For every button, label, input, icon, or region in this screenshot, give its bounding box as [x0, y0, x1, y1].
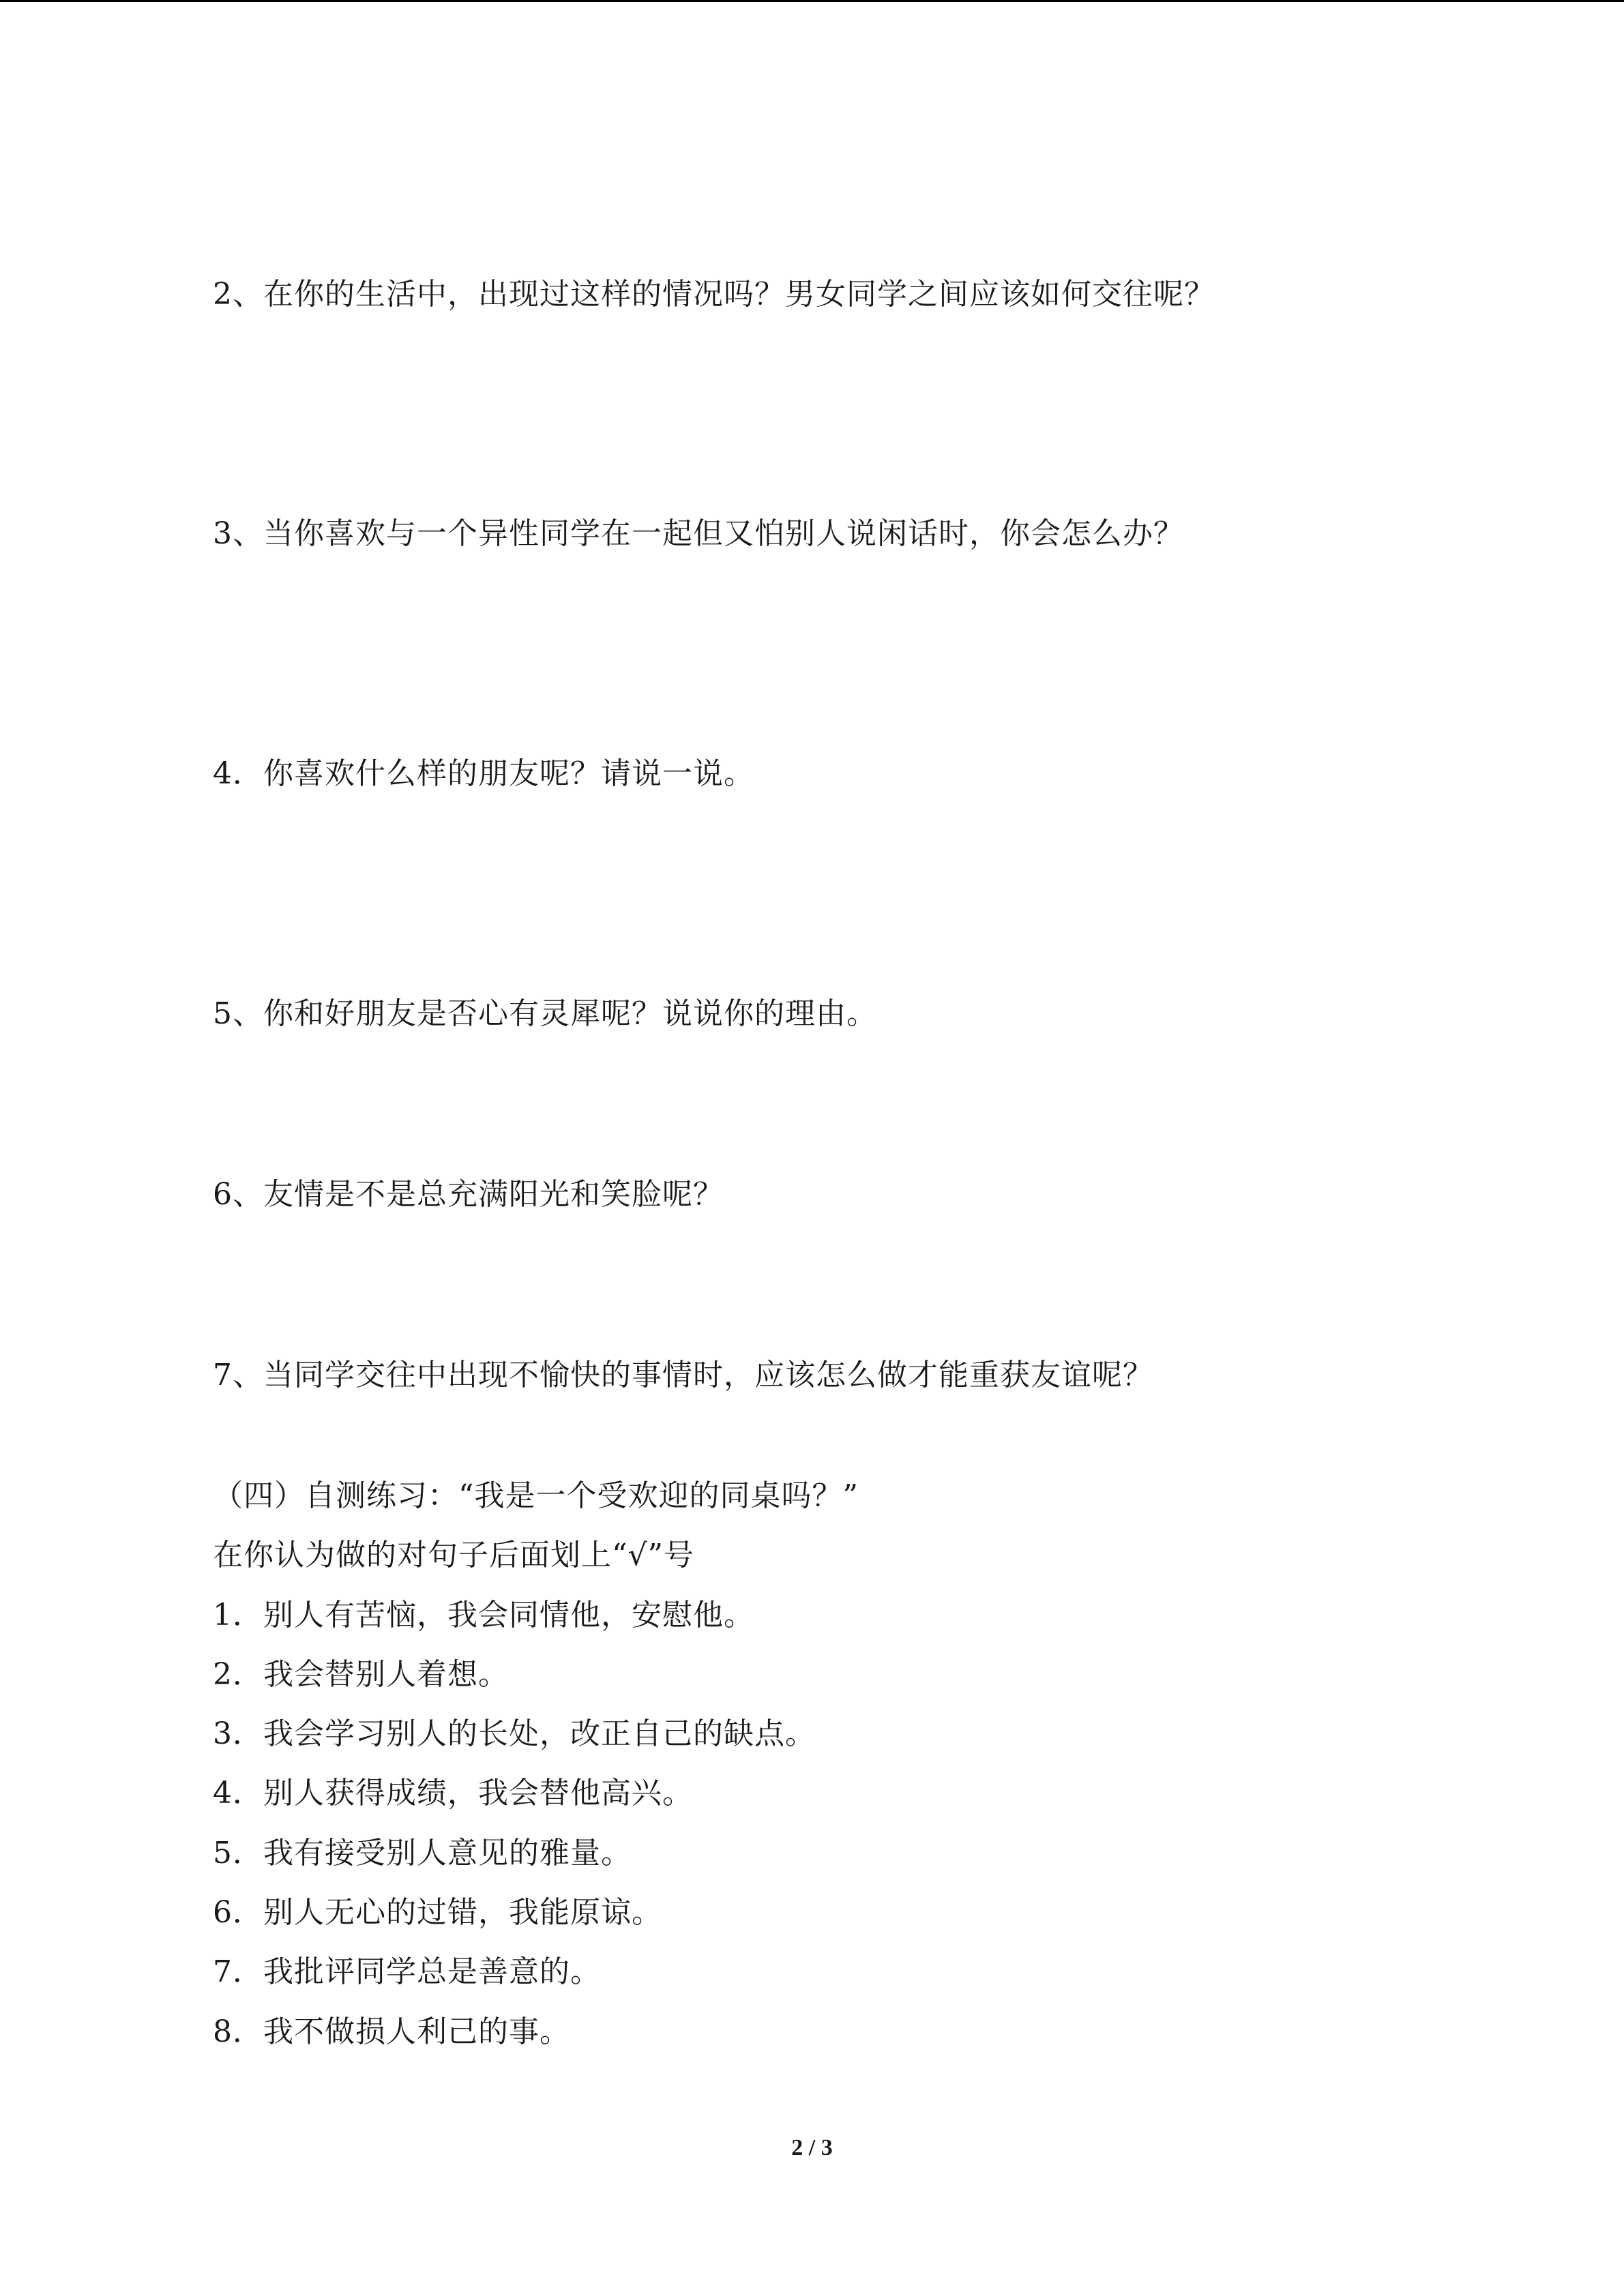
- question-6: 6、友情是不是总充满阳光和笑脸呢？: [213, 1177, 724, 1212]
- question-2: 2、在你的生活中，出现过这样的情况吗？男女同学之间应该如何交往呢？: [213, 277, 1215, 312]
- question-3: 3、当你喜欢与一个异性同学在一起但又怕别人说闲话时，你会怎么办？: [213, 516, 1184, 551]
- question-4: 4．你喜欢什么样的朋友呢？请说一说。: [213, 756, 754, 791]
- question-7: 7、当同学交往中出现不愉快的事情时，应该怎么做才能重获友谊呢？: [213, 1358, 1153, 1392]
- self-test-item: 1．别人有苦恼，我会同情他，安慰他。: [213, 1598, 754, 1632]
- self-test-item: 8．我不做损人利己的事。: [213, 2014, 570, 2049]
- page-top-border: [0, 0, 1624, 2]
- self-test-item: 5．我有接受别人意见的雅量。: [213, 1836, 632, 1870]
- question-5: 5、你和好朋友是否心有灵犀呢？说说你的理由。: [213, 996, 877, 1031]
- self-test-item: 4．别人获得成绩，我会替他高兴。: [213, 1776, 693, 1810]
- self-test-heading: （四）自测练习：“我是一个受欢迎的同桌吗？”: [213, 1478, 859, 1513]
- self-test-item: 7．我批评同学总是善意的。: [213, 1954, 601, 1989]
- self-test-item: 6．别人无心的过错，我能原谅。: [213, 1895, 662, 1930]
- self-test-item: 3．我会学习别人的长处，改正自己的缺点。: [213, 1716, 816, 1751]
- page-number: 2 / 3: [791, 2135, 833, 2160]
- self-test-item: 2．我会替别人着想。: [213, 1657, 509, 1692]
- self-test-instruction: 在你认为做的对句子后面划上“√”号: [213, 1538, 695, 1572]
